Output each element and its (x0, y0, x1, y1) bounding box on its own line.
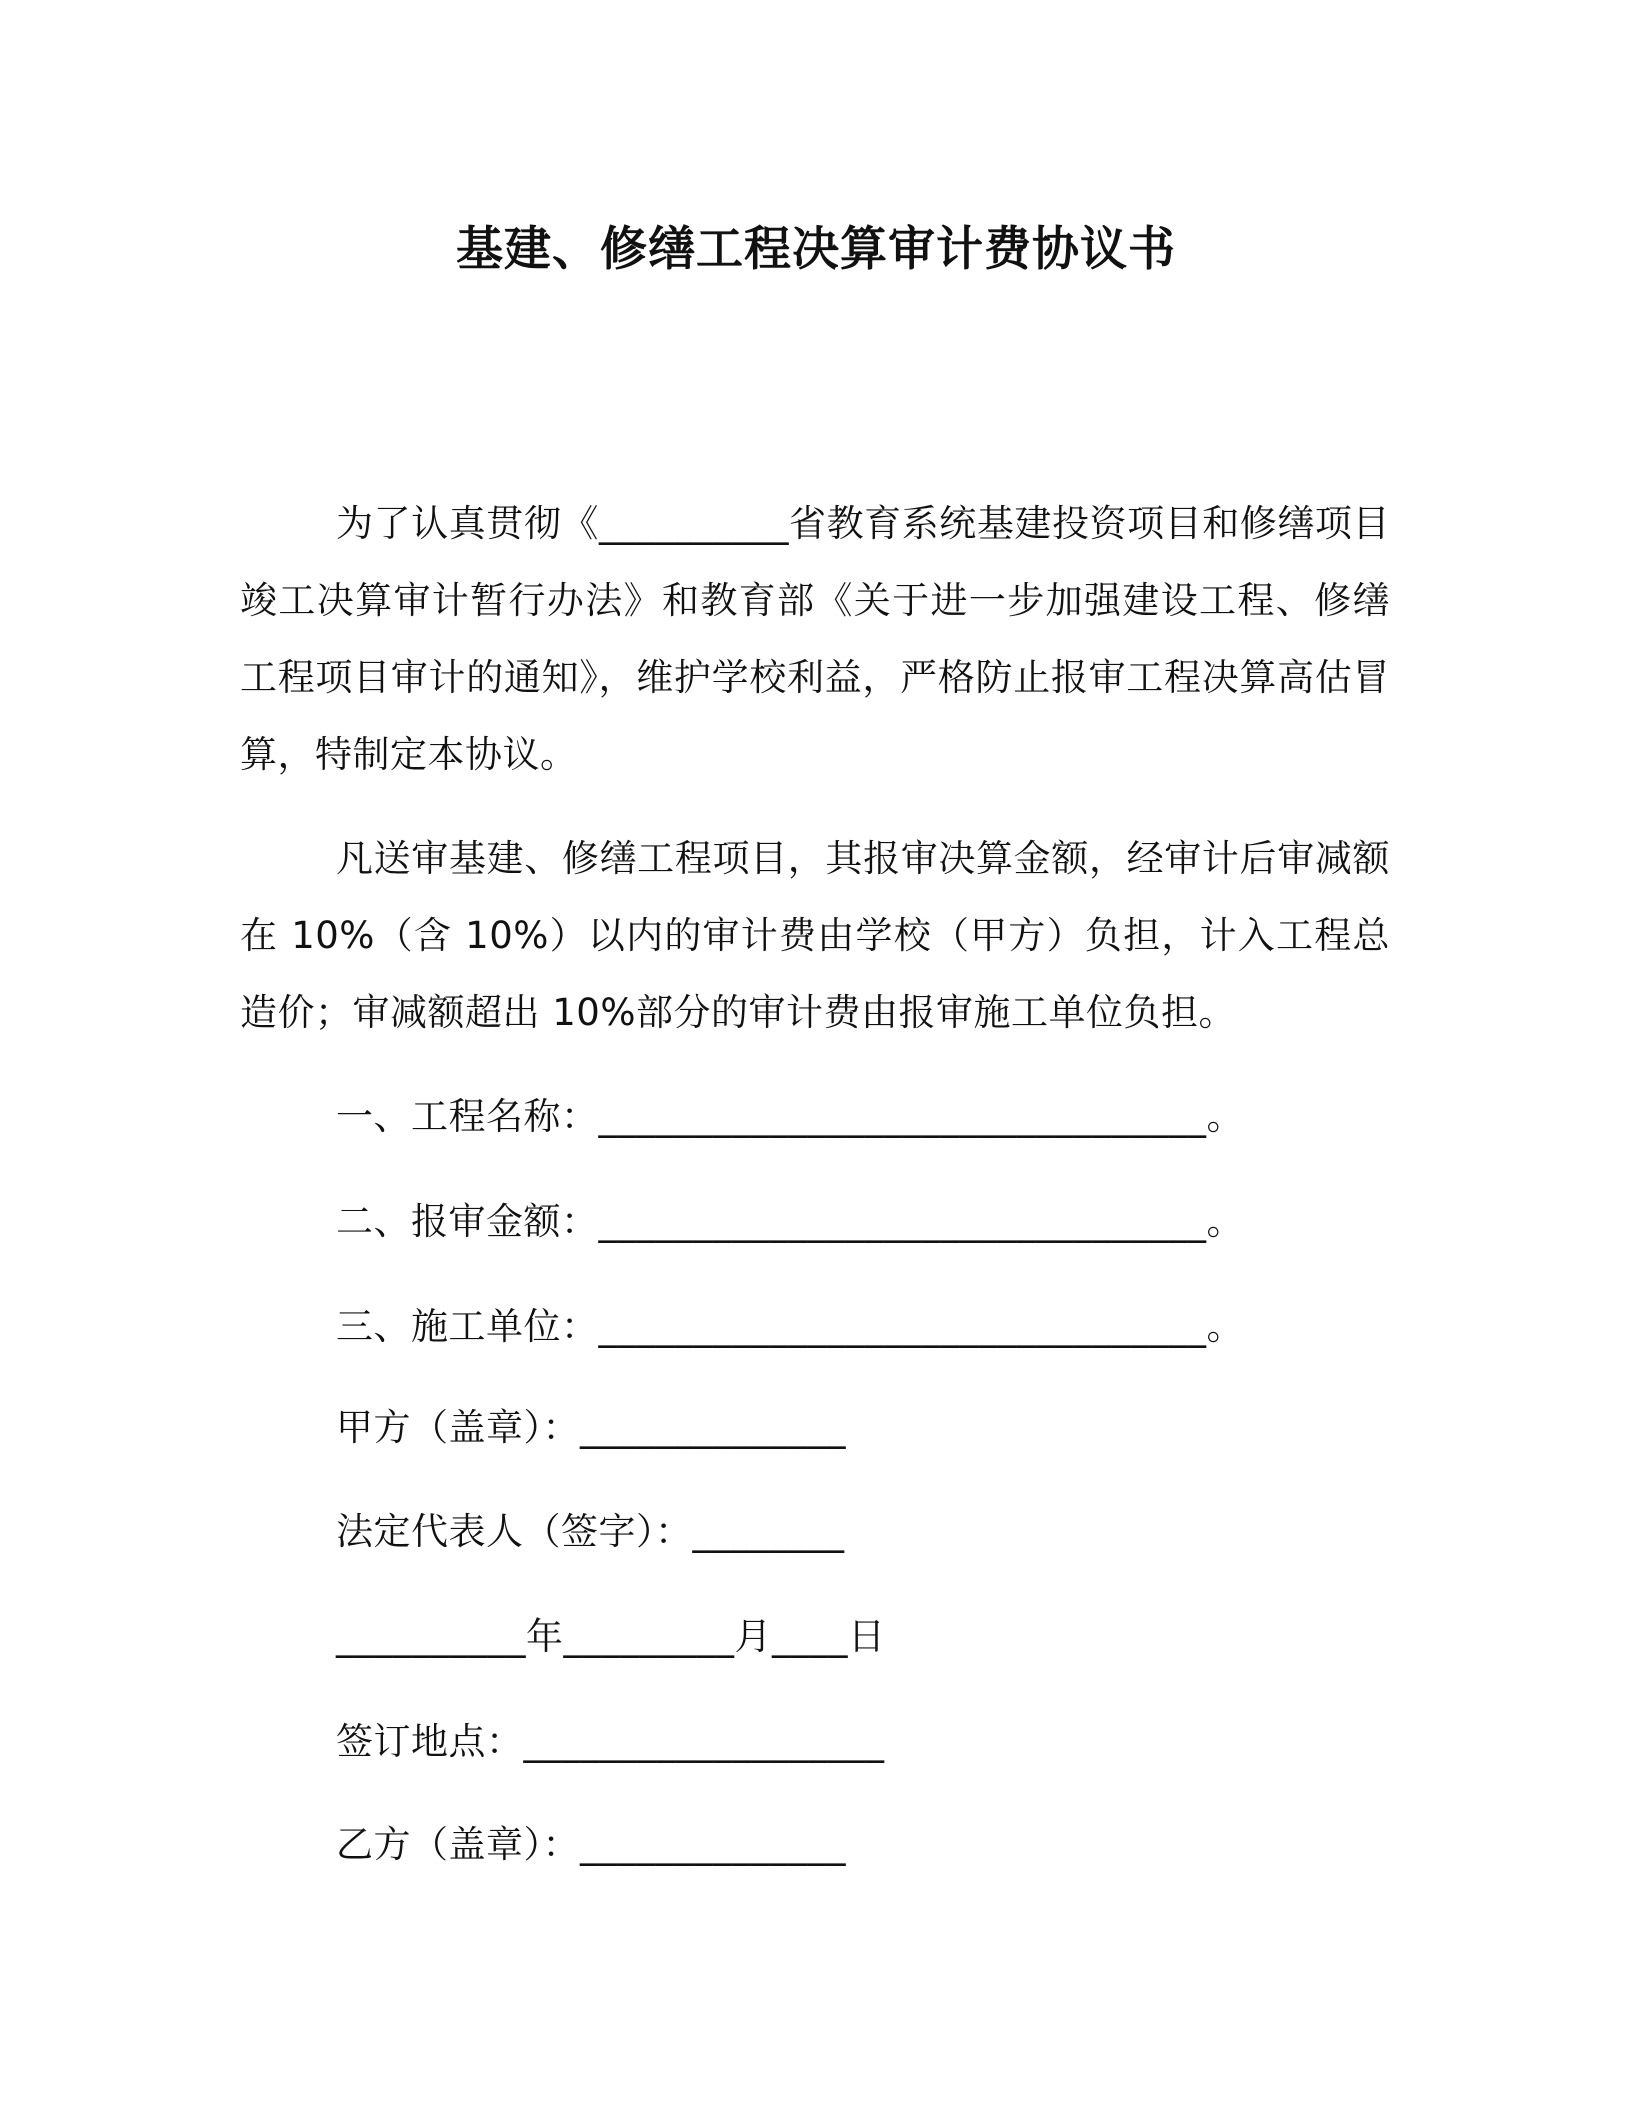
signing-date-field: __________年_________月____日 (336, 1615, 886, 1658)
party-b-seal-field: 乙方（盖章）：______________ (336, 1823, 846, 1866)
party-a-seal-field: 甲方（盖章）：______________ (336, 1406, 846, 1449)
document-title: 基建、修缮工程决算审计费协议书 (456, 222, 1176, 277)
legal-representative-field: 法定代表人（签字）：________ (336, 1510, 845, 1553)
fee-terms-paragraph: 凡送审基建、修缮工程项目，其报审决算金额，经审计后审减额在 10%（含 10%）以内的审计费由学校（甲方）负担，计入工程总造价；审减额超出 10%部分的审计费由报审施工单位负担。 (240, 837, 1390, 1034)
contractor-field: 三、施工单位：________________________________。 (336, 1305, 1244, 1348)
project-name-field: 一、工程名称：________________________________。 (336, 1095, 1244, 1138)
intro-paragraph: 为了认真贯彻《__________省教育系统基建投资项目和修缮项目竣工决算审计暂行办法》和教育部《关于进一步加强建设工程、修缮工程项目审计的通知》，维护学校利益，严格防止报审工程决算高估冒算，特制定本协议。 (240, 502, 1390, 776)
submitted-amount-field: 二、报审金额：________________________________。 (336, 1200, 1244, 1243)
signing-place-field: 签订地点：___________________ (336, 1720, 885, 1763)
